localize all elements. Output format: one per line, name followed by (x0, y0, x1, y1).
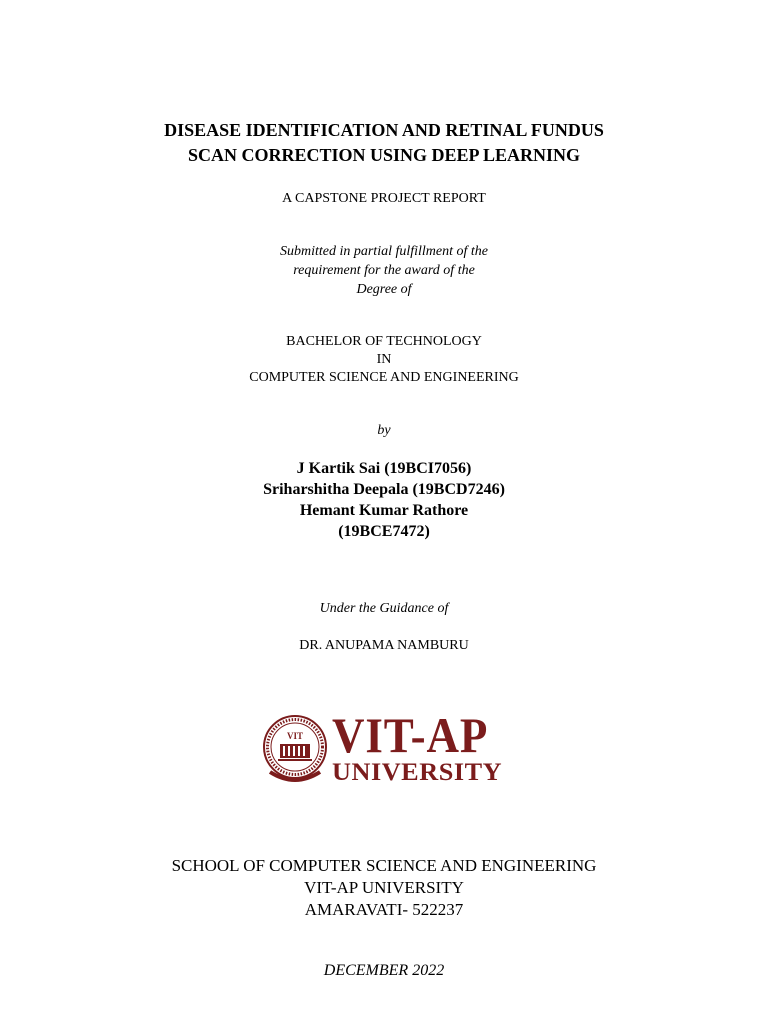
title-line-2: SCAN CORRECTION USING DEEP LEARNING (187, 145, 581, 165)
title-line-1: DISEASE IDENTIFICATION AND RETINAL FUNDUS (164, 120, 604, 140)
institution-line-2: VIT-AP UNIVERSITY (304, 878, 464, 897)
svg-text:VIT: VIT (286, 731, 304, 741)
university-logo (262, 707, 512, 788)
submission-line-2: requirement for the award of the (293, 263, 475, 278)
author-2: Sriharshitha Deepala (19BCD7246) (263, 481, 505, 498)
guidance-label: Under the Guidance of (319, 601, 449, 616)
degree-line-3: COMPUTER SCIENCE AND ENGINEERING (249, 370, 519, 385)
degree-line-2: IN (376, 352, 392, 367)
degree-line-1: BACHELOR OF TECHNOLOGY (286, 334, 482, 349)
logo-wordmark (332, 707, 506, 786)
guide-name: DR. ANUPAMA NAMBURU (299, 638, 469, 653)
author-3: Hemant Kumar Rathore (299, 502, 469, 519)
institution-line-1: SCHOOL OF COMPUTER SCIENCE AND ENGINEERING (171, 856, 597, 875)
report-date: DECEMBER 2022 (323, 962, 445, 979)
logo-name: VIT-AP (332, 707, 489, 763)
institution-line-3: AMARAVATI- 522237 (304, 900, 464, 919)
author-1: J Kartik Sai (19BCI7056) (296, 460, 472, 477)
submission-line-3: Degree of (356, 282, 412, 297)
author-3-id: (19BCE7472) (338, 523, 430, 540)
report-type: A CAPSTONE PROJECT REPORT (282, 191, 486, 206)
logo-subtitle: UNIVERSITY (332, 759, 503, 786)
university-seal-icon (262, 714, 328, 784)
submission-line-1: Submitted in partial fulfillment of the (279, 244, 489, 259)
by-label: by (377, 423, 391, 438)
